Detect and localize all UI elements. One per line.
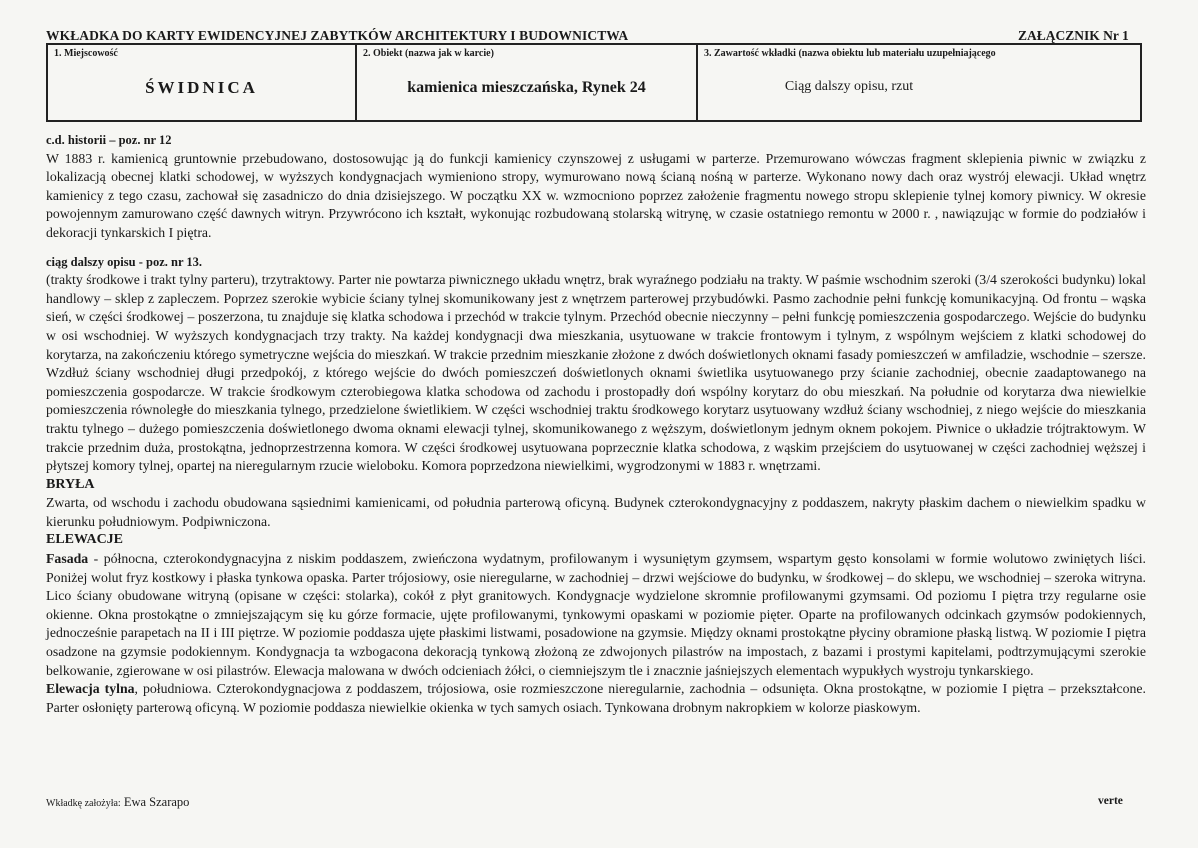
locality-value: ŚWIDNICA — [145, 78, 258, 97]
contents-label: 3. Zawartość wkładki (nazwa obiektu lub materiału uzupełniającego — [704, 48, 996, 59]
elewacje-heading: ELEWACJE — [46, 532, 124, 548]
description-label: ciąg dalszy opisu - poz. nr 13. — [46, 254, 203, 269]
bryla-text: Zwarta, od wschodu i zachodu obudowana sąsiednimi kamienicami, od południa parterową oficyną. Budynek czterokondygnacyjny z poddaszem, nakryty płaskim dachem o niewielkim spadku w kierunku południowym. Podpiwniczona. — [46, 495, 1146, 529]
fasada-label: Fasada — [46, 551, 89, 567]
bryla-heading: BRYŁA — [46, 476, 95, 492]
fasada-text: - północna, czterokondygnacyjna z niskim poddaszem, zwieńczona wydatnym, profilowanym i wysuniętym gzymsem, wspartym gęsto konsolami w formie wolutowo zwiniętych liści. Poniżej wolut fryz kostkowy i płaska tynkowa opaska. Parter trójosiowy, osie nieregularne, w zachodniej – drzwi wejściowe do budynku, w środkowej – do sklepu, we wschodniej – szeroka witryna. Lico ściany obudowane witryną (opisane w części: stolarka), cokół z płyt granitowych. Kondygnacje wydzielone skromnie profilowanymi gzymsami. Od poziomu I piętra trzy regularne osie okienne. Okna prostokątne o zmniejszającym się ku górze formacie, ujęte profilowanymi, tynkowymi opaskami w poziomie pięter. Oparte na profilowanych odcinkach gzymsów podokiennych, jednocześnie parapetach na II i III piętrze. W poziomie poddasza ujęte płaskimi listwami, posadowione na gzymsie. Między oknami prostokątne płyciny obramione płaską listwą. W poziomie I piętra osadzone na gzymsie podokiennym. Kondygnacja ta wzbogacona dekoracją tynkową złożoną ze zdwojonych pilastrów na impostach, z bazami i prostymi kapitelami, podtrzymującymi szerokie belkowanie, zgierowane w osi pilastrów. Elewacja malowana w dwóch odcieniach żółci, o ciemniejszym tle i znacznie jaśniejszych elementach wypukłych wystroju tynkarskiego. — [46, 551, 1146, 678]
contents-value: Ciąg dalszy opisu, rzut — [784, 79, 914, 94]
history-label: c.d. historii – poz. nr 12 — [46, 133, 172, 147]
contents-cell — [696, 45, 1140, 120]
author-label: Wkładkę założyła: — [46, 798, 121, 809]
tylna-label: Elewacja tylna — [46, 681, 135, 697]
locality-label: 1. Miejscowość — [54, 48, 118, 59]
document-body — [46, 131, 1146, 717]
tylna-text: , południowa. Czterokondygnacjowa z poddaszem, trójosiowa, osie rozmieszczone nieregularnie, zachodnia – odsunięta. Okna prostokątne, w poziomie I piętra – przekształcone. Parter osłonięty parterową oficyną. W poziomie poddasza niewielkie okienka w tych samych osiach. Tynkowana drobnym nakropkiem w kolorze piaskowym. — [46, 681, 1146, 715]
header-table — [46, 43, 1142, 122]
annex-number: ZAŁĄCZNIK Nr 1 — [1018, 28, 1129, 43]
fasada-paragraph — [46, 550, 1146, 680]
history-text: W 1883 r. kamienicą gruntownie przebudowano, dostosowując ją do funkcji kamienicy czynszowej z usługami w parterze. Przemurowano wówczas fragment sklepienia piwnic w związku z lokalizacją obecnej klatki schodowej, w wyższych kondygnacjach wymieniono stropy, wymurowano nową ścianą nośną w parterze. Wykonano nowy dach oraz wystrój elewacji. Układ wnętrz kamienicy z tego czasu, zachował się zasadniczo do dnia dzisiejszego. W początku XX w. wzmocniono poprzez założenie fragmentu nowego stropu sklepienie tylnej komory piwnicy. W okresie powojennym zamurowano część dawnych witryn. Przywrócono ich kształt, wykonując rozbudowaną stolarską witrynę, w czasie ostatniego remontu w 2000 r. , nawiązując w formie do podziałów i dekoracji tynkarskich I piętra. — [46, 150, 1146, 240]
author-name: Ewa Szarapo — [123, 795, 190, 809]
object-label: 2. Obiekt (nazwa jak w karcie) — [363, 48, 494, 59]
verte-label: verte — [1098, 795, 1123, 807]
author-line — [46, 795, 189, 810]
description-text: (trakty środkowe i trakt tylny parteru), trzytraktowy. Parter nie powtarza piwnicznego układu wnętrz, brak wyraźnego podziału na trakty. W paśmie wschodnim szeroki (3/4 szerokości budynku) lokal handlowy – sklep z zapleczem. Poprzez szerokie wybicie ściany tylnej skomunikowany jest z wnętrzem parterowej przybudówki. Pasmo zachodnie pełni funkcję komunikacyjną. Od frontu – wąska sień, w części środkowej – poszerzona, tu znajduje się klatka schodowa i przechód w trakcie tylnym. Przechód obecnie nieczynny – pełni funkcję pomieszczenia gospodarczego. Wejście do budynku w osi wschodniej. W wyższych kondygnacjach trzy trakty. Na każdej kondygnacji dwa mieszkania, usytuowane w trakcie frontowym i tylnym, z wspólnym wejściem z klatki schodowej do korytarza, na zakończeniu którego symetryczne wejścia do mieszkań. W trakcie przednim mieszkanie złożone z dwóch doświetlonych oknami fasady pomieszczeń w amfiladzie, wschodnie – szersze. Wzdłuż ściany wschodniej długi przedpokój, z którego wejście do dwóch pomieszczeń doświetlonych oknami świetlika usytuowanego przy ścianie zachodniej, obecnie zaadaptowanego na pomieszczenia gospodarcze. W trakcie środkowym czterobiegowa klatka schodowa od zachodu i prostopadły doń wspólny korytarz do obu mieszkań. Na południe od korytarza dwa niewielkie pomieszczenia równoległe do mieszkania tylnego, przedzielone świetlikiem. W części wschodniej traktu środkowego korytarz usytuowany wzdłuż ściany wschodniej, z niego wejście do mieszkania traktu tylnego – dużego pomieszczenia doświetlonego dwoma oknami elewacji tylnej, skomunikowanego z węższym, doświetlonym jednym oknem pokojem. Piwnice o układzie trójtraktowym. W trakcie przednim duża, prostokątna, jednoprzestrzenna komora. W części środkowej usytuowana poprzecznie klatka schodowa, z wąskim przejściem do usytuowanej w części zachodniej węższej i płytszej komory tylnej, opartej na nieregularnym rzucie wieloboku. Komora poprzedzona niewielkimi, wygrodzonymi w 1883 r. wnętrzami. — [46, 272, 1146, 474]
object-value: kamienica mieszczańska, Rynek 24 — [407, 79, 646, 96]
locality-cell — [48, 45, 355, 120]
tylna-paragraph — [46, 680, 1146, 717]
document-title: WKŁADKA DO KARTY EWIDENCYJNEJ ZABYTKÓW ARCHITEKTURY I BUDOWNICTWA — [46, 28, 629, 43]
